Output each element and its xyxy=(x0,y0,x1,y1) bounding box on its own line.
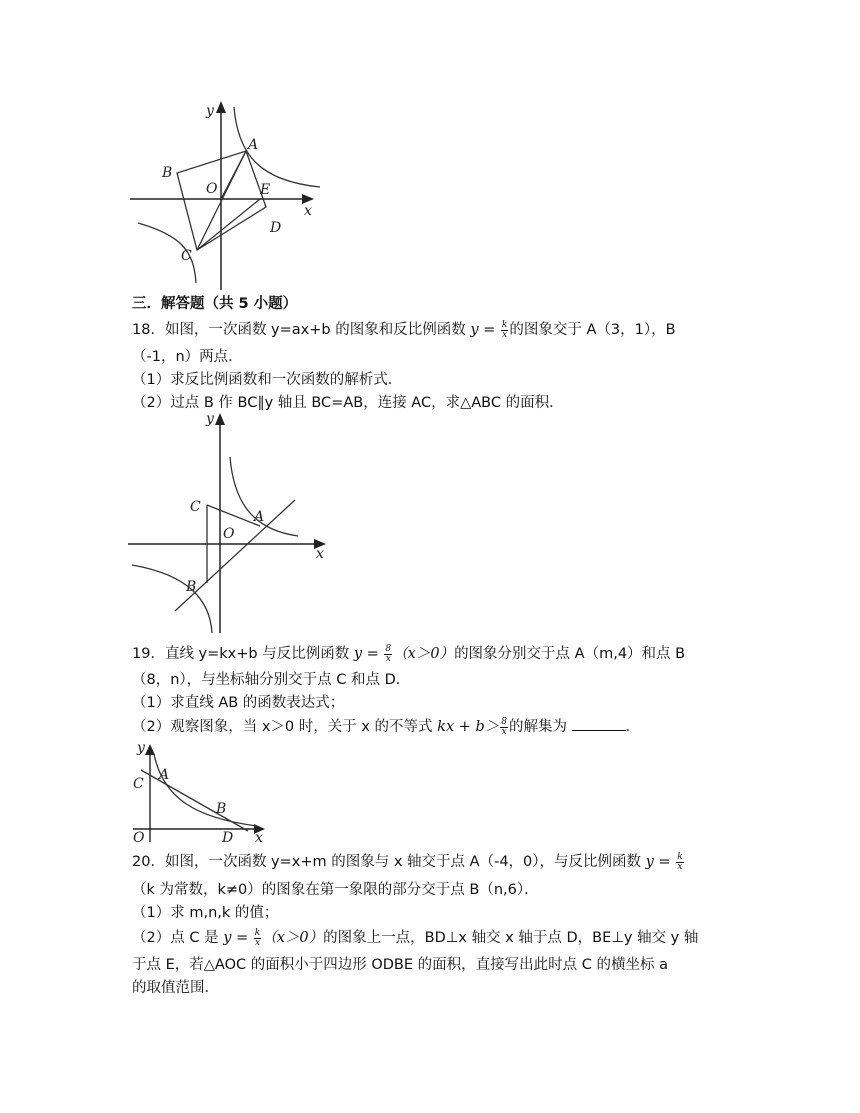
q19-condition: （x＞0） xyxy=(393,646,455,662)
q19-fraction: $\frac{8}{x}$ xyxy=(385,643,392,664)
q20-equals: = xyxy=(653,854,676,870)
q19-line-4 xyxy=(132,716,640,737)
fig17-label-A: A xyxy=(248,137,259,153)
q18-line-2: （-1，n）两点． xyxy=(132,349,243,365)
fig17-label-O: O xyxy=(206,181,218,197)
q19-text-3: 的解集为 xyxy=(509,719,572,735)
q20-line-3: （1）求 m,n,k 的值； xyxy=(132,905,279,921)
figure-q17 xyxy=(120,95,340,295)
q20-fraction: $\frac{k}{x}$ xyxy=(677,851,683,872)
q20-math-y: y xyxy=(645,854,654,870)
answer-blank[interactable] xyxy=(572,716,626,731)
q20-math-y-2: y xyxy=(223,930,232,946)
q20-line-4 xyxy=(132,928,698,948)
fig17-label-E: E xyxy=(260,182,271,198)
fig18-label-x: x xyxy=(316,546,324,562)
q20-line-5: 于点 E，若△AOC 的面积小于四边形 ODBE 的面积，直接写出此时点 C 的横坐标 a xyxy=(132,957,668,973)
fig19-label-B: B xyxy=(216,801,227,817)
q19-line-1 xyxy=(132,644,685,664)
fig17-label-x: x xyxy=(304,203,312,219)
q19-text-2: （2）观察图象，当 x＞0 时，关于 x 的不等式 xyxy=(132,719,438,735)
q20-condition: （x＞0） xyxy=(262,930,324,946)
q18-line-4: （2）过点 B 作 BC∥y 轴且 BC=AB，连接 AC，求△ABC 的面积． xyxy=(132,395,564,411)
q20-equals-2: = xyxy=(231,930,253,946)
fig18-label-y: y xyxy=(206,411,214,427)
fig19-label-O: O xyxy=(133,830,145,846)
q19-text: 19．直线 y=kx+b 与反比例函数 xyxy=(132,646,354,662)
q19-period: ． xyxy=(625,719,641,735)
fig17-label-B: B xyxy=(162,165,173,181)
q19-fraction-2: $\frac{8}{x}$ xyxy=(501,716,508,737)
q18-text-post: 的图象交于 A（3，1），B xyxy=(509,322,676,338)
fig19-label-x: x xyxy=(255,830,263,846)
q19-math-y: y xyxy=(353,646,363,662)
q20-text-3: 的图象上一点，BD⊥x 轴交 x 轴于点 D，BE⊥y 轴交 y 轴 xyxy=(323,930,699,946)
figure-q19 xyxy=(125,738,275,846)
q18-math-y: y xyxy=(470,322,479,338)
q19-line-2: （8，n），与坐标轴分别交于点 C 和点 D． xyxy=(132,672,411,688)
fig18-label-A: A xyxy=(254,509,265,525)
fig19-label-y: y xyxy=(137,740,145,756)
q20-text-2: （2）点 C 是 xyxy=(132,930,224,946)
q20-line-1 xyxy=(132,852,685,872)
fig19-label-D: D xyxy=(222,830,234,846)
q19-inequality: kx + b＞ xyxy=(437,719,500,735)
q20-line-6: 的取值范围． xyxy=(132,980,219,996)
q18-equals: = xyxy=(478,322,500,338)
q18-line-1 xyxy=(132,320,676,340)
q20-fraction-2: $\frac{k}{x}$ xyxy=(254,927,261,948)
q18-line-3: （1）求反比例函数和一次函数的解析式． xyxy=(132,372,403,388)
q20-line-2: （k 为常数，k≠0）的图象在第一象限的部分交于点 B（n,6）． xyxy=(132,882,539,898)
figure-q18 xyxy=(120,405,340,637)
fig17-label-D: D xyxy=(270,220,282,236)
fig19-label-C: C xyxy=(133,776,144,792)
q19-text-post: 的图象分别交于点 A（m,4）和点 B xyxy=(454,646,686,662)
fig17-label-y: y xyxy=(206,103,214,119)
fig18-label-C: C xyxy=(190,499,201,515)
fig18-label-O: O xyxy=(223,526,235,542)
section-title: 三．解答题（共 5 小题） xyxy=(132,296,298,312)
q18-fraction: $\frac{k}{x}$ xyxy=(501,319,508,340)
q19-line-3: （1）求直线 AB 的函数表达式； xyxy=(132,695,345,711)
q18-text: 18．如图，一次函数 y=ax+b 的图象和反比例函数 xyxy=(132,322,471,338)
fig19-label-A: A xyxy=(159,767,170,783)
q19-equals: = xyxy=(362,646,384,662)
fig18-label-B: B xyxy=(186,579,197,595)
fig17-label-C: C xyxy=(181,248,192,264)
q20-text: 20．如图，一次函数 y=x+m 的图象与 x 轴交于点 A（-4，0），与反比例函数 xyxy=(132,854,646,870)
